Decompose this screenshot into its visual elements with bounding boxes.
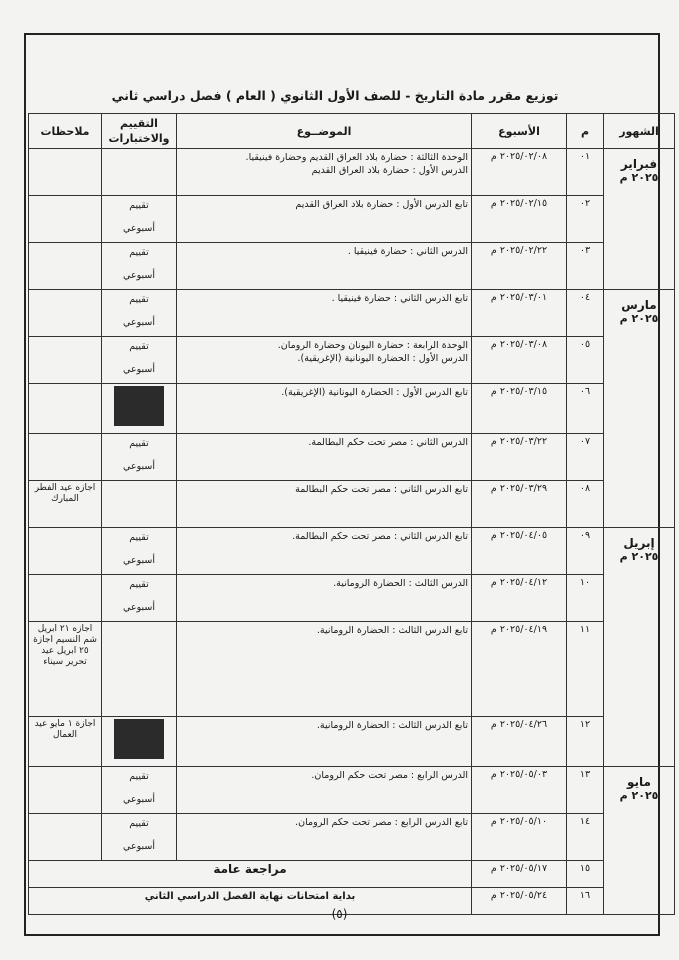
row-topic — [177, 528, 472, 575]
topic-line: الدرس الرابع : مصر تحت حكم الرومان. — [311, 770, 468, 781]
row-notes — [29, 149, 102, 196]
row-num: ١٥ — [567, 861, 604, 888]
row-num: ١٤ — [567, 814, 604, 861]
row-notes — [29, 528, 102, 575]
row-num: ٠٧ — [567, 434, 604, 481]
eval-line: أسبوعي — [123, 841, 155, 852]
row-notes — [29, 434, 102, 481]
table-row — [29, 243, 675, 290]
month-name: مارس — [621, 298, 657, 312]
header-eval: التقييم والاختبارات — [102, 114, 177, 149]
topic-line: الدرس الأول : حضارة بلاد العراق القديم — [311, 165, 468, 176]
eval-line: أسبوعي — [123, 270, 155, 281]
topic-line: تابع الدرس الأول : الحضارة اليونانية (الإغريقية). — [281, 387, 468, 398]
header-num: م — [567, 114, 604, 149]
row-num: ١٢ — [567, 717, 604, 767]
row-eval — [102, 814, 177, 861]
document-title: توزيع مقرر مادة التاريخ - للصف الأول الثانوي ( العام ) فصل دراسي ثاني — [111, 88, 559, 103]
row-num: ٠٨ — [567, 481, 604, 528]
redacted-block — [114, 719, 164, 759]
eval-line: أسبوعي — [123, 602, 155, 613]
row-topic — [177, 481, 472, 528]
row-eval — [102, 434, 177, 481]
row-week: ٢٠٢٥/٠٢/٢٢ م — [472, 243, 567, 290]
redacted-block — [114, 386, 164, 426]
row-num: ١٣ — [567, 767, 604, 814]
row-week: ٢٠٢٥/٠٤/١٩ م — [472, 622, 567, 717]
eval-line: أسبوعي — [123, 223, 155, 234]
eval-line: تقييم — [129, 247, 149, 258]
topic-line: الدرس الثاني : حضارة فينيقيا . — [347, 246, 468, 257]
row-topic — [177, 814, 472, 861]
row-eval — [102, 290, 177, 337]
table-row — [29, 196, 675, 243]
row-week: ٢٠٢٥/٠٥/١٧ م — [472, 861, 567, 888]
eval-line: أسبوعي — [123, 317, 155, 328]
table-row — [29, 575, 675, 622]
topic-line: الدرس الثاني : مصر تحت حكم البطالمة. — [308, 437, 468, 448]
row-eval — [102, 337, 177, 384]
row-topic — [177, 767, 472, 814]
row-topic — [177, 196, 472, 243]
row-week: ٢٠٢٥/٠٤/٠٥ م — [472, 528, 567, 575]
row-eval — [102, 717, 177, 767]
row-num: ٠٤ — [567, 290, 604, 337]
table-row — [29, 861, 675, 888]
row-eval — [102, 575, 177, 622]
row-notes — [29, 814, 102, 861]
row-topic-review: مراجعة عامة — [29, 861, 472, 888]
eval-line: تقييم — [129, 438, 149, 449]
table-row — [29, 481, 675, 528]
topic-line: تابع الدرس الرابع : مصر تحت حكم الرومان. — [295, 817, 468, 828]
row-notes — [29, 196, 102, 243]
row-week: ٢٠٢٥/٠٣/٢٩ م — [472, 481, 567, 528]
month-cell-feb — [604, 149, 675, 290]
row-notes — [29, 243, 102, 290]
topic-line: تابع الدرس الأول : حضارة بلاد العراق القديم — [295, 199, 468, 210]
eval-line: تقييم — [129, 818, 149, 829]
topic-line: تابع الدرس الثالث : الحضارة الرومانية. — [316, 625, 468, 636]
row-notes — [29, 290, 102, 337]
row-topic — [177, 149, 472, 196]
row-topic — [177, 622, 472, 717]
topic-line: الوحدة الثالثة : حضارة بلاد العراق القديم وحضارة فينيقيا. — [245, 152, 468, 163]
table-row — [29, 337, 675, 384]
month-cell-may — [604, 767, 675, 915]
eval-line: تقييم — [129, 294, 149, 305]
row-topic — [177, 384, 472, 434]
eval-line: تقييم — [129, 771, 149, 782]
row-num: ٠٥ — [567, 337, 604, 384]
eval-line: أسبوعي — [123, 555, 155, 566]
table-row — [29, 622, 675, 717]
page-number: (٥) — [331, 907, 348, 921]
month-name: مايو — [627, 775, 651, 789]
table-row — [29, 434, 675, 481]
row-notes: اجازه ٢١ ابريل شم النسيم اجازة ٢٥ ابريل عيد تحرير سيناء — [29, 622, 102, 717]
eval-line: أسبوعي — [123, 461, 155, 472]
header-notes: ملاحظات — [29, 114, 102, 149]
row-notes — [29, 337, 102, 384]
row-num: ٠١ — [567, 149, 604, 196]
row-eval — [102, 481, 177, 528]
table-row — [29, 767, 675, 814]
table-row — [29, 290, 675, 337]
header-topic: الموضــوع — [177, 114, 472, 149]
eval-line: تقييم — [129, 532, 149, 543]
row-notes — [29, 767, 102, 814]
month-cell-mar — [604, 290, 675, 528]
row-week: ٢٠٢٥/٠٤/٢٦ م — [472, 717, 567, 767]
row-eval — [102, 528, 177, 575]
row-num: ١١ — [567, 622, 604, 717]
row-week: ٢٠٢٥/٠٤/١٢ م — [472, 575, 567, 622]
month-year: ٢٠٢٥ م — [619, 312, 659, 325]
eval-line: تقييم — [129, 200, 149, 211]
table-row — [29, 717, 675, 767]
topic-line: تابع الدرس الثاني : مصر تحت حكم البطالمة — [295, 484, 468, 495]
month-name: إبريل — [623, 536, 655, 550]
eval-line: أسبوعي — [123, 364, 155, 375]
table-row — [29, 149, 675, 196]
topic-line: تابع الدرس الثاني : حضارة فينيقيا . — [331, 293, 468, 304]
row-eval — [102, 149, 177, 196]
row-eval — [102, 196, 177, 243]
month-year: ٢٠٢٥ م — [619, 789, 659, 802]
topic-line: تابع الدرس الثاني : مصر تحت حكم البطالمة. — [292, 531, 468, 542]
row-num: ٠٦ — [567, 384, 604, 434]
table-row — [29, 384, 675, 434]
row-notes — [29, 575, 102, 622]
row-num: ٠٣ — [567, 243, 604, 290]
row-topic — [177, 434, 472, 481]
topic-line: الوحدة الرابعة : حضارة اليونان وحضارة الرومان. — [277, 340, 468, 351]
month-year: ٢٠٢٥ م — [619, 550, 659, 563]
eval-line: أسبوعي — [123, 794, 155, 805]
row-num: ١٠ — [567, 575, 604, 622]
row-topic — [177, 717, 472, 767]
row-eval — [102, 767, 177, 814]
row-week: ٢٠٢٥/٠٢/١٥ م — [472, 196, 567, 243]
row-week: ٢٠٢٥/٠٢/٠٨ م — [472, 149, 567, 196]
row-eval — [102, 384, 177, 434]
row-topic — [177, 243, 472, 290]
row-num: ٠٩ — [567, 528, 604, 575]
header-month: الشهور — [604, 114, 675, 149]
row-notes: اجازة ١ مايو عيد العمال — [29, 717, 102, 767]
row-eval — [102, 622, 177, 717]
row-topic — [177, 290, 472, 337]
row-topic — [177, 337, 472, 384]
eval-line: تقييم — [129, 341, 149, 352]
eval-line: تقييم — [129, 579, 149, 590]
row-week: ٢٠٢٥/٠٣/٠٨ م — [472, 337, 567, 384]
row-notes — [29, 384, 102, 434]
row-week: ٢٠٢٥/٠٥/٢٤ م — [472, 888, 567, 915]
row-week: ٢٠٢٥/٠٣/٠١ م — [472, 290, 567, 337]
table-row — [29, 528, 675, 575]
topic-line: الدرس الأول : الحضارة اليونانية (الإغريقية). — [297, 353, 468, 364]
row-topic-final: بداية امتحانات نهاية الفصل الدراسي الثاني — [29, 888, 472, 915]
month-name: فبراير — [620, 157, 658, 171]
row-week: ٢٠٢٥/٠٥/٠٣ م — [472, 767, 567, 814]
topic-line: الدرس الثالث : الحضارة الرومانية. — [333, 578, 468, 589]
header-week: الأسبوع — [472, 114, 567, 149]
row-week: ٢٠٢٥/٠٣/١٥ م — [472, 384, 567, 434]
table-header-row — [29, 114, 675, 149]
topic-line: تابع الدرس الثالث : الحضارة الرومانية. — [316, 720, 468, 731]
schedule-table — [28, 113, 675, 915]
row-week: ٢٠٢٥/٠٥/١٠ م — [472, 814, 567, 861]
row-notes: اجازه عيد الفطر المبارك — [29, 481, 102, 528]
month-cell-apr — [604, 528, 675, 767]
row-week: ٢٠٢٥/٠٣/٢٢ م — [472, 434, 567, 481]
table-row — [29, 814, 675, 861]
row-topic — [177, 575, 472, 622]
row-eval — [102, 243, 177, 290]
row-num: ٠٢ — [567, 196, 604, 243]
month-year: ٢٠٢٥ م — [619, 171, 659, 184]
row-num: ١٦ — [567, 888, 604, 915]
